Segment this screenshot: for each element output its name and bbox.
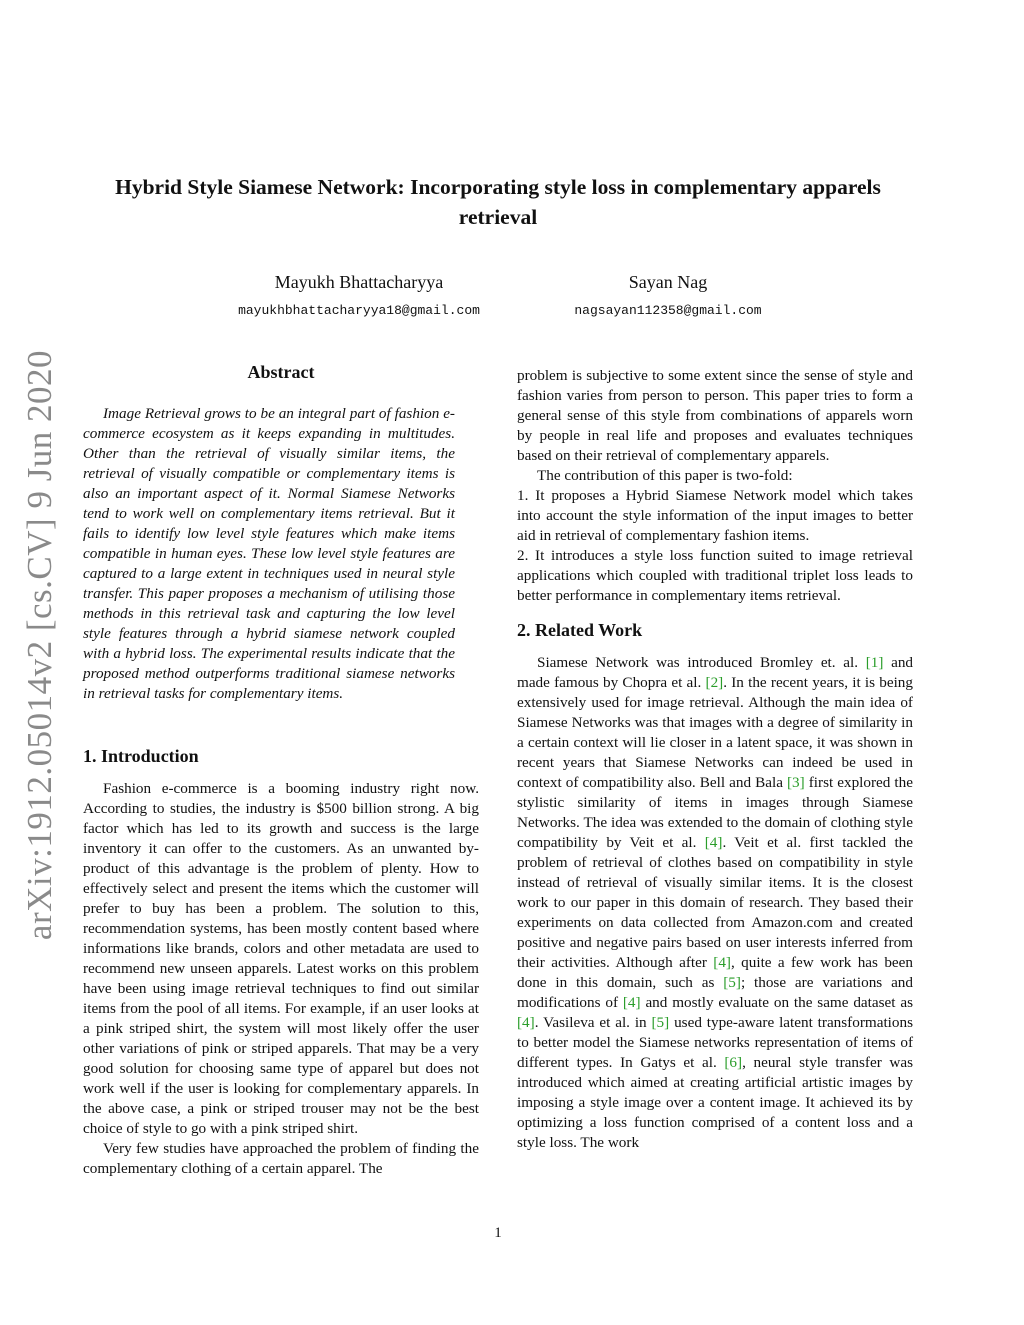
contribution-item-2: 2. It introduces a style loss function suited to image retrieval applications which coupled with traditional triplet loss leads to better performance in complementary items retrieval.	[517, 547, 913, 604]
author-name: Sayan Nag	[628, 272, 708, 292]
paper-title: Hybrid Style Siamese Network: Incorporating style loss in complementary apparels retrieval	[115, 175, 881, 229]
citation-link[interactable]: [2]	[705, 674, 724, 691]
citation-link[interactable]: [1]	[865, 654, 884, 671]
related-work-paragraph: Siamese Network was introduced Bromley et. al. [1] and made famous by Chopra et al. [2]. In the recent years, it is being extensively used for image retrieval. Although the main idea of Siamese Networks was that images with a degree of similarity in a certain context will lie closer in a latent space, it was shown in recent years that Siamese Networks can indeed be used in context of compatibility also. Bell and Bala [3] first explored the stylistic similarity of items in images through Siamese Networks. The idea was extended to the domain of clothing style compatibility by Veit et al. [4]. Veit et al. first tackled the problem of retrieval of clothes based on compatibility in style instead of retrieval of visually similar items. It is the closest work to our paper in this domain of research. They based their experiments on data collected from Amazon.com and created positive and negative pairs based on user interests inferred from their activities. Although after [4], quite a few work has been done in this domain, such as [5]; those are variations and modifications of [4] and mostly evaluate on the same dataset as [4]. Vasileva et al. in [5] used type-aware latent transformations to better model the Siamese networks representation of items of different types. In Gatys et al. [6], neural style transfer was introduced which aimed at creating artificial artistic images by imposing a style image over a content image. It achieved its by optimizing a loss function comprised of a content loss and a style loss. The work	[517, 654, 914, 1151]
author-name: Mayukh Bhattacharyya	[274, 272, 444, 292]
introduction-heading: 1. Introduction	[83, 746, 199, 766]
left-column	[83, 362, 479, 1179]
citation-link[interactable]: [3]	[786, 774, 805, 791]
related-work-heading: 2. Related Work	[517, 620, 643, 640]
citation-link[interactable]: [4]	[517, 1014, 535, 1031]
intro-paragraph-1: Fashion e-commerce is a booming industry right now. According to studies, the industry is $500 billion strong. A big factor which has led to its growth and success is the large inventory it can offer to the customers. As an unwanted by-product of this advantage is the problem of plenty. How to effectively select and present the items which the customer will prefer to buy has been a problem. The solution to this, recommendation systems, has been mostly content based where informations like brands, colors and other metadata are used to recommend new unseen apparels. Latest works on this problem have been using image retrieval techniques to find out similar items from the pool of all items. For example, if an user looks at a pink striped shirt, the system will most likely offer the user other variations of pink or striped apparels. That may be a very good solution for choosing same type of apparel but does not work well if the user is looking for complementary apparels. In the above case, a pink or striped trouser may not be the best choice of style to go with a pink striped shirt.	[83, 780, 479, 1137]
author-1	[200, 270, 518, 318]
citation-link[interactable]: [4]	[704, 834, 723, 851]
abstract-text: Image Retrieval grows to be an integral part of fashion e-commerce ecosystem as it keeps expanding in multitudes. Other than the retrieval of visually similar items, the retrieval of visually compatible or complementary items is also an important aspect of it. Normal Siamese Networks tend to work well on complementary items retrieval. But it fails to identify low level style features which make items compatible in human eyes. These low level style features are captured to a large extent in techniques used in neural style transfer. This paper proposes a mechanism of utilising those methods in this retrieval task and capturing the low level style features through a hybrid siamese network coupled with a hybrid loss. The experimental results indicate that the proposed method outperforms traditional siamese networks in retrieval tasks for complementary items.	[83, 405, 455, 702]
abstract-heading: Abstract	[247, 362, 315, 382]
right-column	[517, 366, 913, 1153]
author-2	[548, 270, 788, 318]
citation-link[interactable]: [4]	[713, 954, 731, 971]
intro-paragraph-3: The contribution of this paper is two-fold:	[537, 467, 793, 484]
citation-link[interactable]: [5]	[723, 974, 741, 991]
citation-link[interactable]: [6]	[724, 1054, 743, 1071]
arxiv-identifier	[8, 349, 72, 941]
contribution-item-1: 1. It proposes a Hybrid Siamese Network model which takes into account the style information of the input images to better aid in retrieval of complementary fashion items.	[517, 487, 913, 544]
citation-link[interactable]: [5]	[651, 1014, 670, 1031]
author-email: mayukhbhattacharyya18@gmail.com	[238, 303, 480, 318]
author-email: nagsayan112358@gmail.com	[574, 303, 762, 318]
arxiv-identifier-text: arXiv:1912.05014v2 [cs.CV] 9 Jun 2020	[20, 349, 59, 941]
page-number: 1	[494, 1225, 502, 1241]
citation-link[interactable]: [4]	[622, 994, 641, 1011]
intro-paragraph-2-continued: problem is subjective to some extent since the sense of style and fashion varies from person to person. This paper tries to form a general sense of this style from combinations of apparels worn by people in real life and proposes and evaluates techniques based on their retrieval of complementary apparels.	[517, 367, 913, 464]
intro-paragraph-2: Very few studies have approached the problem of finding the complementary clothing of a certain apparel. The	[83, 1140, 479, 1177]
